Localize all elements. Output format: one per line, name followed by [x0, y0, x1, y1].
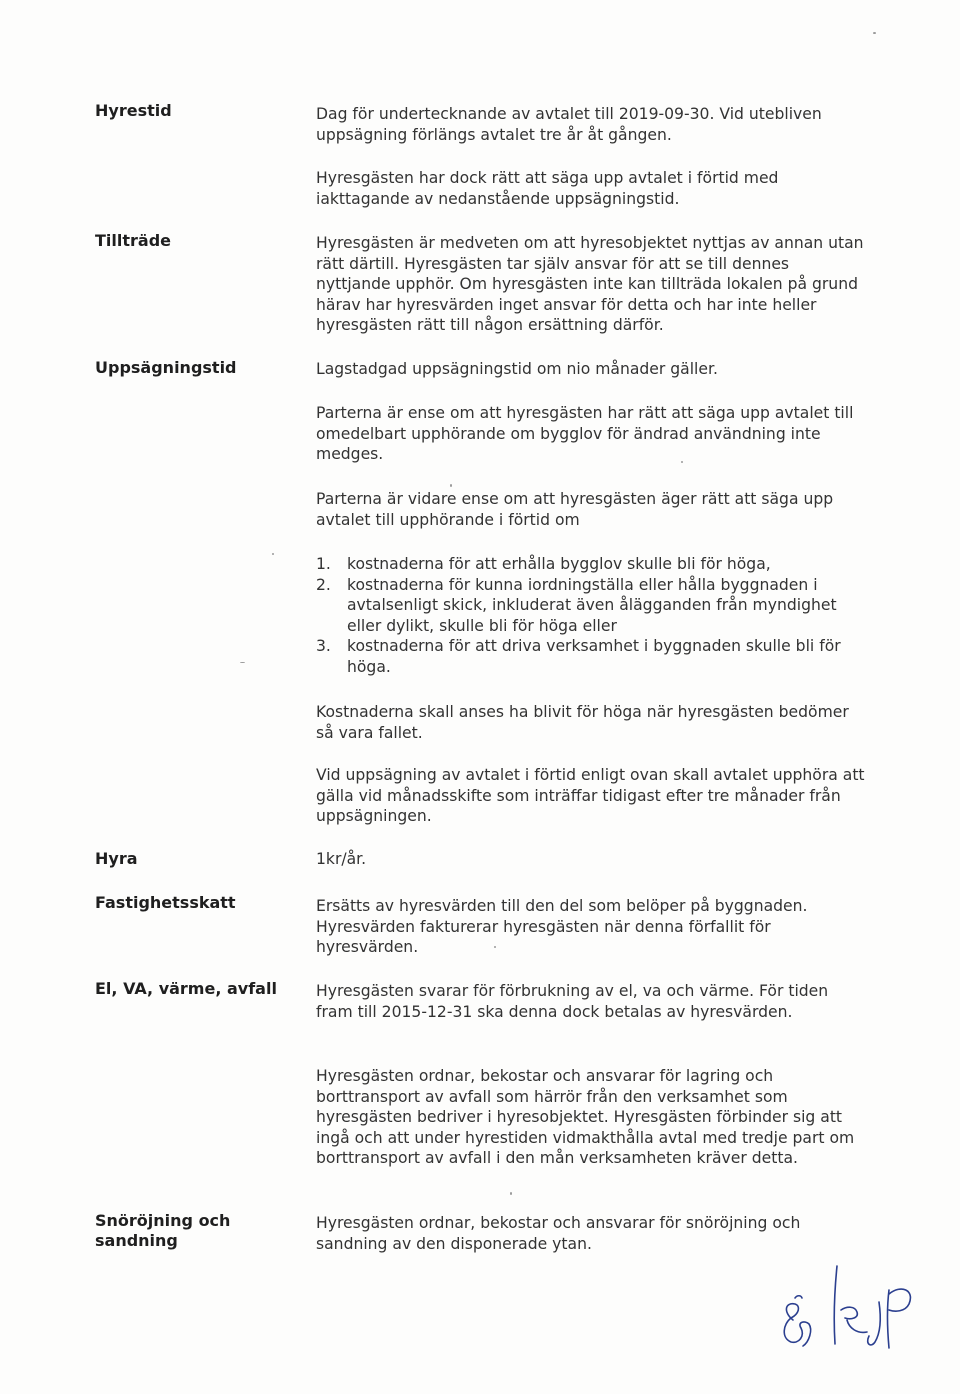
list-item-number: 3. — [316, 637, 331, 655]
uppsagningstid-paragraph-1: Lagstadgad uppsägningstid om nio månader gäller. — [316, 360, 718, 378]
scan-speck — [272, 553, 274, 555]
section-label-fastighetsskatt: Fastighetsskatt — [95, 893, 236, 912]
termination-conditions-list — [316, 554, 866, 677]
el-paragraph-1: Hyresgästen svarar för förbrukning av el, va och värme. För tiden fram till 2015-12-31 ska denna dock betalas av hyresvärden. — [316, 982, 829, 1021]
list-item-number: 1. — [316, 555, 331, 573]
section-label-el-va-varme-avfall: El, VA, värme, avfall — [95, 979, 277, 998]
list-item — [316, 554, 866, 575]
section-label-tilltrade: Tillträde — [95, 231, 172, 250]
section-label-hyrestid: Hyrestid — [95, 101, 172, 120]
section-label-snorojning-line-2: sandning — [95, 1231, 178, 1250]
el-paragraph-2: Hyresgästen ordnar, bekostar och ansvarar för lagring och borttransport av avfall som härrör från den verksamhet som hyresgästen bedriver i hyresobjektet. Hyresgästen förbinder sig att ingå och att under hyrestiden vidmakthålla avtal med tredje part om borttransport av avfall i den mån verksamheten kräver detta. — [316, 1067, 855, 1167]
uppsagningstid-paragraph-4: Kostnaderna skall anses ha blivit för höga när hyresgästen bedömer så vara fallet. — [316, 703, 849, 742]
tilltrade-paragraph-1: Hyresgästen är medveten om att hyresobjektet nyttjas av annan utan rätt därtill. Hyresgästen tar själv ansvar för att se till dennes nyttjande upphör. Om hyresgästen inte kan tillträda lokalen på grund härav har hyresvärden inget ansvar för detta och har inte heller hyresgästen rätt till någon ersättning därför. — [316, 234, 864, 334]
fastighetsskatt-paragraph-1: Ersätts av hyresvärden till den del som belöper på byggnaden. Hyresvärden fakturerar hyresgästen när denna förfallit för hyresvärden. — [316, 897, 808, 956]
hyrestid-paragraph-2: Hyresgästen har dock rätt att säga upp avtalet i förtid med iakttagande av nedanstående uppsägningstid. — [316, 169, 779, 208]
scan-speck — [240, 662, 245, 663]
scan-speck — [450, 484, 452, 487]
list-item — [316, 636, 866, 677]
list-item-number: 2. — [316, 575, 331, 594]
scan-speck — [681, 461, 683, 463]
list-item-text: kostnaderna för att driva verksamhet i byggnaden skulle bli för höga. — [347, 637, 841, 676]
scan-speck — [873, 32, 876, 34]
uppsagningstid-paragraph-5: Vid uppsägning av avtalet i förtid enligt ovan skall avtalet upphöra att gälla vid månadsskifte som inträffar tidigast efter tre månader från uppsägningen. — [316, 766, 865, 825]
uppsagningstid-paragraph-3: Parterna är vidare ense om att hyresgästen äger rätt att säga upp avtalet till upphörande i förtid om — [316, 490, 834, 529]
list-item-text: kostnaderna för kunna iordningställa eller hålla byggnaden i avtalsenligt skick, inkluderat även ålägganden från myndighet eller dylikt, skulle bli för höga eller — [347, 575, 837, 635]
uppsagningstid-paragraph-2: Parterna är ense om att hyresgästen har rätt att säga upp avtalet till omedelbart upphörande om bygglov för ändrad användning inte medges. — [316, 404, 854, 463]
section-label-uppsagningstid: Uppsägningstid — [95, 358, 237, 377]
scan-speck — [510, 1192, 512, 1195]
list-item — [316, 575, 866, 637]
section-label-snorojning — [95, 1211, 295, 1251]
scan-speck — [494, 946, 496, 948]
snorojning-paragraph-1: Hyresgästen ordnar, bekostar och ansvarar för snöröjning och sandning av den disponerade ytan. — [316, 1214, 801, 1253]
hyrestid-paragraph-1: Dag för undertecknande av avtalet till 2019-09-30. Vid utebliven uppsägning förlängs avtalet tre år åt gången. — [316, 105, 822, 144]
section-label-snorojning-line-1: Snöröjning och — [95, 1211, 231, 1230]
list-item-text: kostnaderna för att erhålla bygglov skulle bli för höga, — [347, 555, 771, 573]
section-label-hyra: Hyra — [95, 849, 138, 868]
hyra-value: 1kr/år. — [316, 850, 367, 868]
handwritten-initials-signature — [775, 1262, 925, 1362]
